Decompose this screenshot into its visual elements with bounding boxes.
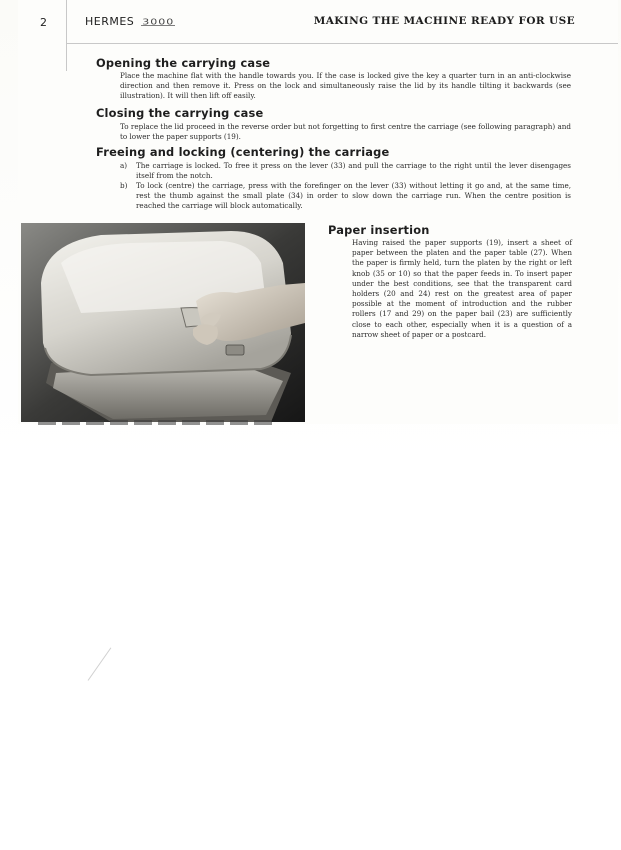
- brand-logo: [85, 15, 175, 28]
- section-text-paper: Having raised the paper supports (19), insert a sheet of paper between the platen and the paper table (27). When the paper is firmly held, turn the platen by the right or left knob (35 or 10) so that the paper feeds in. To insert paper under the best conditions, see that the transparent card holders (20 and 24) rest on the greatest area of paper possible at the moment of introduction and the rubber rollers (17 and 29) on the paper bail (23) are sufficiently close to each other, especially when it is a question of a narrow sheet of paper or a postcard.: [352, 238, 572, 339]
- brand-name: HERMES: [85, 15, 135, 28]
- scan-artifact: [38, 420, 278, 425]
- list-item: [120, 161, 571, 182]
- section-title-opening: Opening the carrying case: [96, 56, 271, 70]
- running-head: MAKING THE MACHINE READY FOR USE: [313, 15, 575, 27]
- list-item: [120, 181, 571, 212]
- section-text-opening: Place the machine flat with the handle towards you. If the case is locked give the key a quarter turn in an anti-clockwise direction and then remove it. Press on the lock and simultaneously raise the lid by its handle tilting it backwards (see illustration). It will then lift off easily.: [120, 71, 571, 101]
- brand-model: 3000: [142, 16, 175, 27]
- list-marker: a): [120, 161, 128, 170]
- list-marker: b): [120, 181, 128, 190]
- section-text-closing: To replace the lid proceed in the reverse order but not forgetting to first centre the carriage (see following paragraph) and to lower the paper supports (19).: [120, 122, 571, 142]
- page-number: 2: [40, 16, 47, 29]
- list-text: The carriage is locked. To free it press on the lever (33) and pull the carriage to the right until the lever disengages itself from the notch.: [136, 161, 571, 181]
- margin-rule: [66, 0, 67, 71]
- section-title-freeing: Freeing and locking (centering) the carriage: [96, 145, 390, 159]
- list-text: To lock (centre) the carriage, press with the forefinger on the lever (33) without letting it go and, at the same time, rest the thumb against the small plate (34) in order to slow down the carriage run. When the centre position is reached the carriage will block automatically.: [136, 181, 571, 211]
- section-title-closing: Closing the carrying case: [96, 106, 264, 120]
- header-rule: [66, 43, 618, 44]
- scan-artifact: [88, 647, 112, 680]
- section-title-paper: Paper insertion: [328, 223, 430, 237]
- typewriter-case-photo: [21, 223, 305, 422]
- typewriter-case-illustration: [21, 223, 305, 422]
